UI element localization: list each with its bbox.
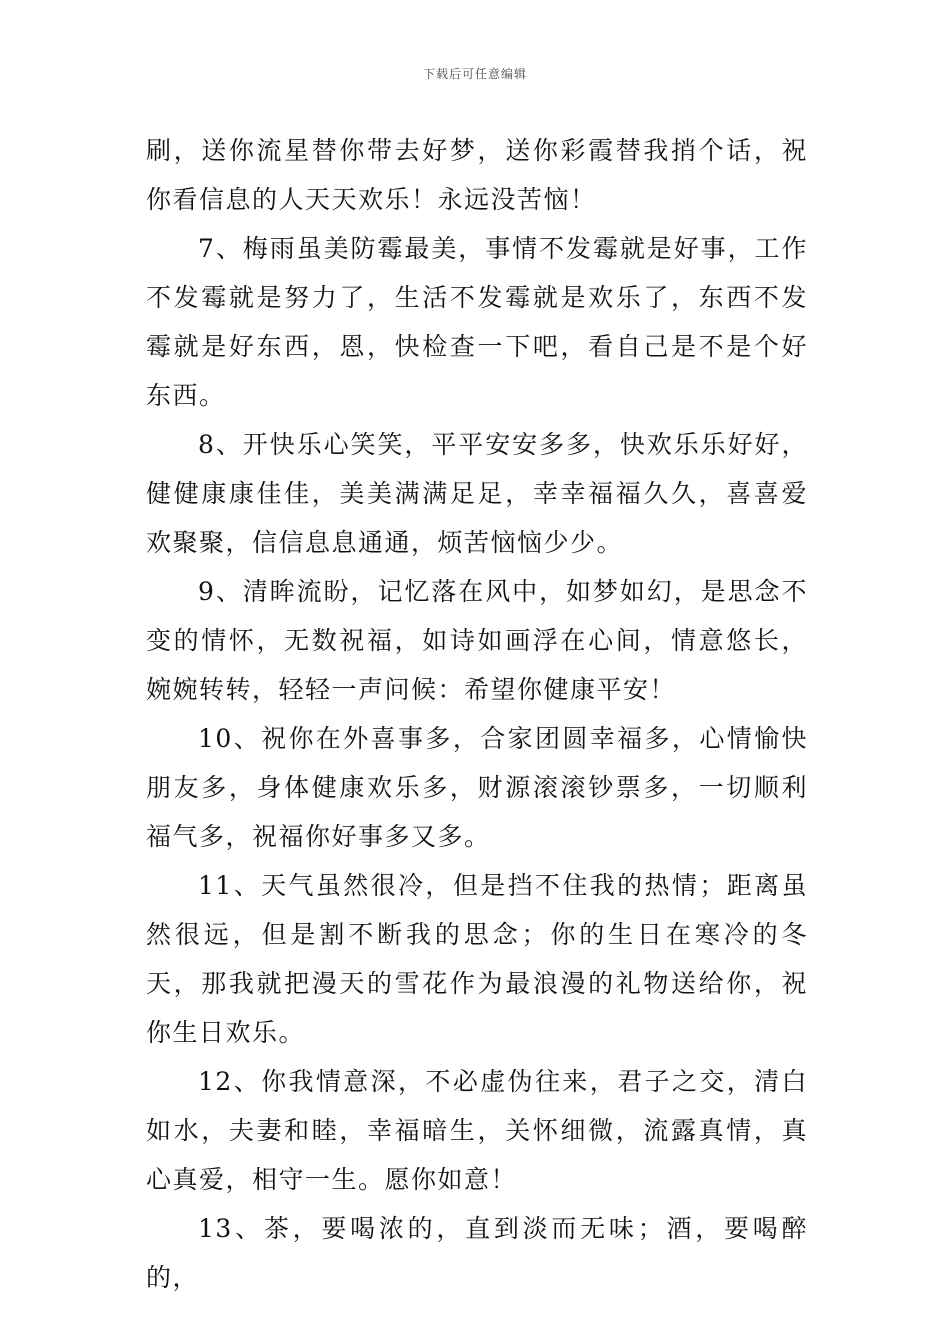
paragraph-item-7: 7、梅雨虽美防霉最美，事情不发霉就是好事，工作不发霉就是努力了，生活不发霉就是欢乐了，东西不发霉就是好东西，恩，快检查一下吧，看自己是不是个好东西。 [146,234,808,410]
paragraph-item-13: 13、茶，要喝浓的，直到淡而无味；酒，要喝醉的， [146,1214,808,1292]
document-body [146,126,808,1302]
paragraph-continuation: 刷，送你流星替你带去好梦，送你彩霞替我捎个话，祝你看信息的人天天欢乐！永远没苦恼！ [146,136,808,214]
paragraph-item-11: 11、天气虽然很冷，但是挡不住我的热情；距离虽然很远，但是割不断我的思念；你的生日在寒冷的冬天，那我就把漫天的雪花作为最浪漫的礼物送给你，祝你生日欢乐。 [146,871,808,1047]
paragraph-item-12: 12、你我情意深，不必虚伪往来，君子之交，清白如水，夫妻和睦，幸福暗生，关怀细微，流露真情，真心真爱，相守一生。愿你如意！ [146,1067,808,1194]
paragraph-item-10: 10、祝你在外喜事多，合家团圆幸福多，心情愉快朋友多，身体健康欢乐多，财源滚滚钞票多，一切顺利福气多，祝福你好事多又多。 [146,724,808,851]
page-header: 下载后可任意编辑 [422,67,527,81]
paragraph-item-8: 8、开快乐心笑笑，平平安安多多，快欢乐乐好好，健健康康佳佳，美美满满足足，幸幸福福久久，喜喜爱欢聚聚，信信息息通通，烦苦恼恼少少。 [146,430,808,557]
paragraph-item-9: 9、清眸流盼，记忆落在风中，如梦如幻，是思念不变的情怀，无数祝福，如诗如画浮在心间，情意悠长，婉婉转转，轻轻一声问候：希望你健康平安！ [146,577,808,704]
